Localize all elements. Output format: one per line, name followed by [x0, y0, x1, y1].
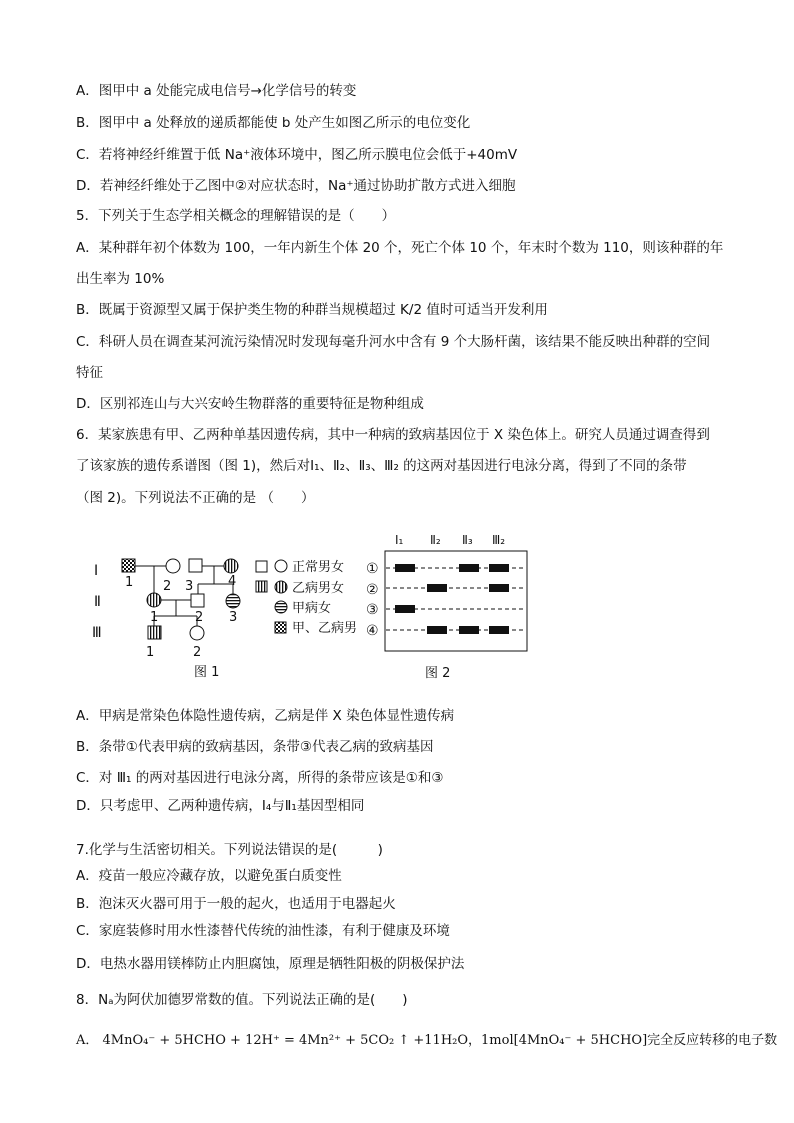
q8-stem: 8．Nₐ为阿伏加德罗常数的值。下列说法正确的是( )	[76, 992, 408, 1008]
lane-label-ii3: Ⅱ₃	[462, 533, 473, 547]
label-i1: 1	[125, 575, 134, 590]
q4-option-a: A．图甲中 a 处能完成电信号→化学信号的转变	[76, 83, 357, 99]
label-ii3: 3	[229, 610, 238, 625]
band-1-lane-4	[489, 564, 509, 572]
legend-normal-label: 正常男女	[292, 560, 345, 575]
band-4-lane-4	[489, 626, 509, 634]
q7-option-c: C．家庭装修时用水性漆替代传统的油性漆，有利于健康及环境	[76, 923, 450, 939]
q4-option-b: B．图甲中 a 处释放的递质都能使 b 处产生如图乙所示的电位变化	[76, 115, 471, 131]
gen-label-iii: Ⅲ	[92, 625, 102, 641]
q4-option-c: C．若将神经纤维置于低 Na⁺液体环境中，图乙所示膜电位会低于+40mV	[76, 147, 518, 163]
band-label-2: ②	[366, 582, 379, 598]
q6-stem-line2: 了该家族的遗传系谱图（图 1)，然后对Ⅰ₁、Ⅱ₂、Ⅱ₃、Ⅲ₂ 的这两对基因进行电泳分离，得到了不同的条带	[76, 458, 687, 474]
gen-label-ii: Ⅱ	[94, 594, 101, 610]
band-label-1: ①	[366, 561, 379, 577]
lane-label-i1: Ⅰ₁	[395, 533, 404, 547]
q5-option-b: B．既属于资源型又属于保护类生物的种群当规模超过 K/2 值时可适当开发利用	[76, 302, 548, 318]
legend-a-female-symbol	[275, 601, 287, 613]
pedigree-iii1-male-affected-b	[148, 626, 161, 639]
legend-ab-male-symbol	[275, 622, 286, 633]
legend-normal-female-symbol	[275, 560, 287, 572]
legend-b-female-symbol	[275, 581, 287, 593]
band-4-lane-3	[459, 626, 479, 634]
label-i2: 2	[163, 579, 172, 594]
band-1-lane-1	[395, 564, 415, 572]
label-ii1: 1	[150, 610, 159, 625]
legend-b-male-symbol	[256, 581, 267, 592]
band-2-lane-2	[427, 584, 447, 592]
band-1-lane-3	[459, 564, 479, 572]
q7-option-a: A．疫苗一般应冷藏存放，以避免蛋白质变性	[76, 868, 342, 884]
pedigree-iii2-female-normal	[190, 626, 204, 640]
q4-option-d: D．若神经纤维处于乙图中②对应状态时，Na⁺通过协助扩散方式进入细胞	[76, 178, 516, 194]
lane-label-ii2: Ⅱ₂	[430, 533, 441, 547]
q7-option-b: B．泡沫灭火器可用于一般的起火，也适用于电器起火	[76, 896, 396, 912]
legend-b-label: 乙病男女	[292, 581, 345, 596]
q5-option-c-line2: 特征	[76, 365, 103, 381]
band-label-3: ③	[366, 602, 379, 618]
pedigree-i3-male-normal	[189, 559, 202, 572]
band-2-lane-4	[489, 584, 509, 592]
q7-option-d: D．电热水器用镁棒防止内胆腐蚀，原理是牺牲阳极的阴极保护法	[76, 956, 465, 972]
gen-label-i: Ⅰ	[94, 563, 99, 579]
figure2-caption: 图 2	[425, 666, 451, 681]
legend-a-label: 甲病女	[292, 601, 332, 616]
pedigree-ii1-female-affected-b	[147, 593, 161, 607]
label-iii2: 2	[193, 645, 202, 660]
band-label-4: ④	[366, 623, 379, 639]
figure1-caption: 图 1	[194, 665, 220, 680]
q5-option-a-line1: A．某种群年初个体数为 100，一年内新生个体 20 个，死亡个体 10 个，年末时个数为 110，则该种群的年	[76, 240, 724, 256]
pedigree-i2-female-normal	[166, 559, 180, 573]
q5-option-c-line1: C．科研人员在调查某河流污染情况时发现每毫升河水中含有 9 个大肠杆菌，该结果不能反映出种群的空间	[76, 334, 711, 350]
pedigree-chart	[92, 559, 357, 680]
q6-option-d: D．只考虑甲、乙两种遗传病，Ⅰ₄与Ⅱ₁基因型相同	[76, 798, 365, 814]
label-i4: 4	[228, 574, 237, 589]
q6-option-c: C．对 Ⅲ₁ 的两对基因进行电泳分离，所得的条带应该是①和③	[76, 770, 444, 786]
band-4-lane-2	[427, 626, 447, 634]
band-3-lane-1	[395, 605, 415, 613]
q6-option-a: A．甲病是常染色体隐性遗传病，乙病是伴 X 染色体显性遗传病	[76, 708, 455, 724]
q6-stem-line1: 6．某家族患有甲、乙两种单基因遗传病，其中一种病的致病基因位于 X 染色体上。研究人员通过调查得到	[76, 427, 710, 443]
q5-option-d: D．区别祁连山与大兴安岭生物群落的重要特征是物种组成	[76, 396, 424, 412]
pedigree-ii3-female-affected-a	[226, 594, 240, 608]
lane-label-iii2: Ⅲ₂	[492, 533, 506, 547]
q6-stem-line3: （图 2)。下列说法不正确的是 （ ）	[76, 490, 315, 506]
legend-ab-label: 甲、乙病男	[292, 621, 358, 636]
label-ii2: 2	[195, 610, 204, 625]
q5-stem: 5．下列关于生态学相关概念的理解错误的是（ ）	[76, 208, 396, 224]
pedigree-i4-female-affected-b	[224, 559, 238, 573]
q8-option-a: A． 4MnO₄⁻ + 5HCHO + 12H⁺ = 4Mn²⁺ + 5CO₂ ↑ +11H₂O，1mol[4MnO₄⁻ + 5HCHO]完全反应转移的电子数	[76, 1033, 778, 1048]
label-i3: 3	[185, 579, 194, 594]
label-iii1: 1	[146, 645, 155, 660]
q6-option-b: B．条带①代表甲病的致病基因，条带③代表乙病的致病基因	[76, 739, 434, 755]
pedigree-ii2-male-normal	[191, 594, 204, 607]
legend-normal-male-symbol	[256, 561, 267, 572]
q5-option-a-line2: 出生率为 10%	[76, 271, 165, 287]
q7-stem: 7.化学与生活密切相关。下列说法错误的是( )	[76, 842, 383, 858]
pedigree-i1-male-affected-both	[122, 559, 135, 572]
electrophoresis-chart	[366, 533, 527, 681]
